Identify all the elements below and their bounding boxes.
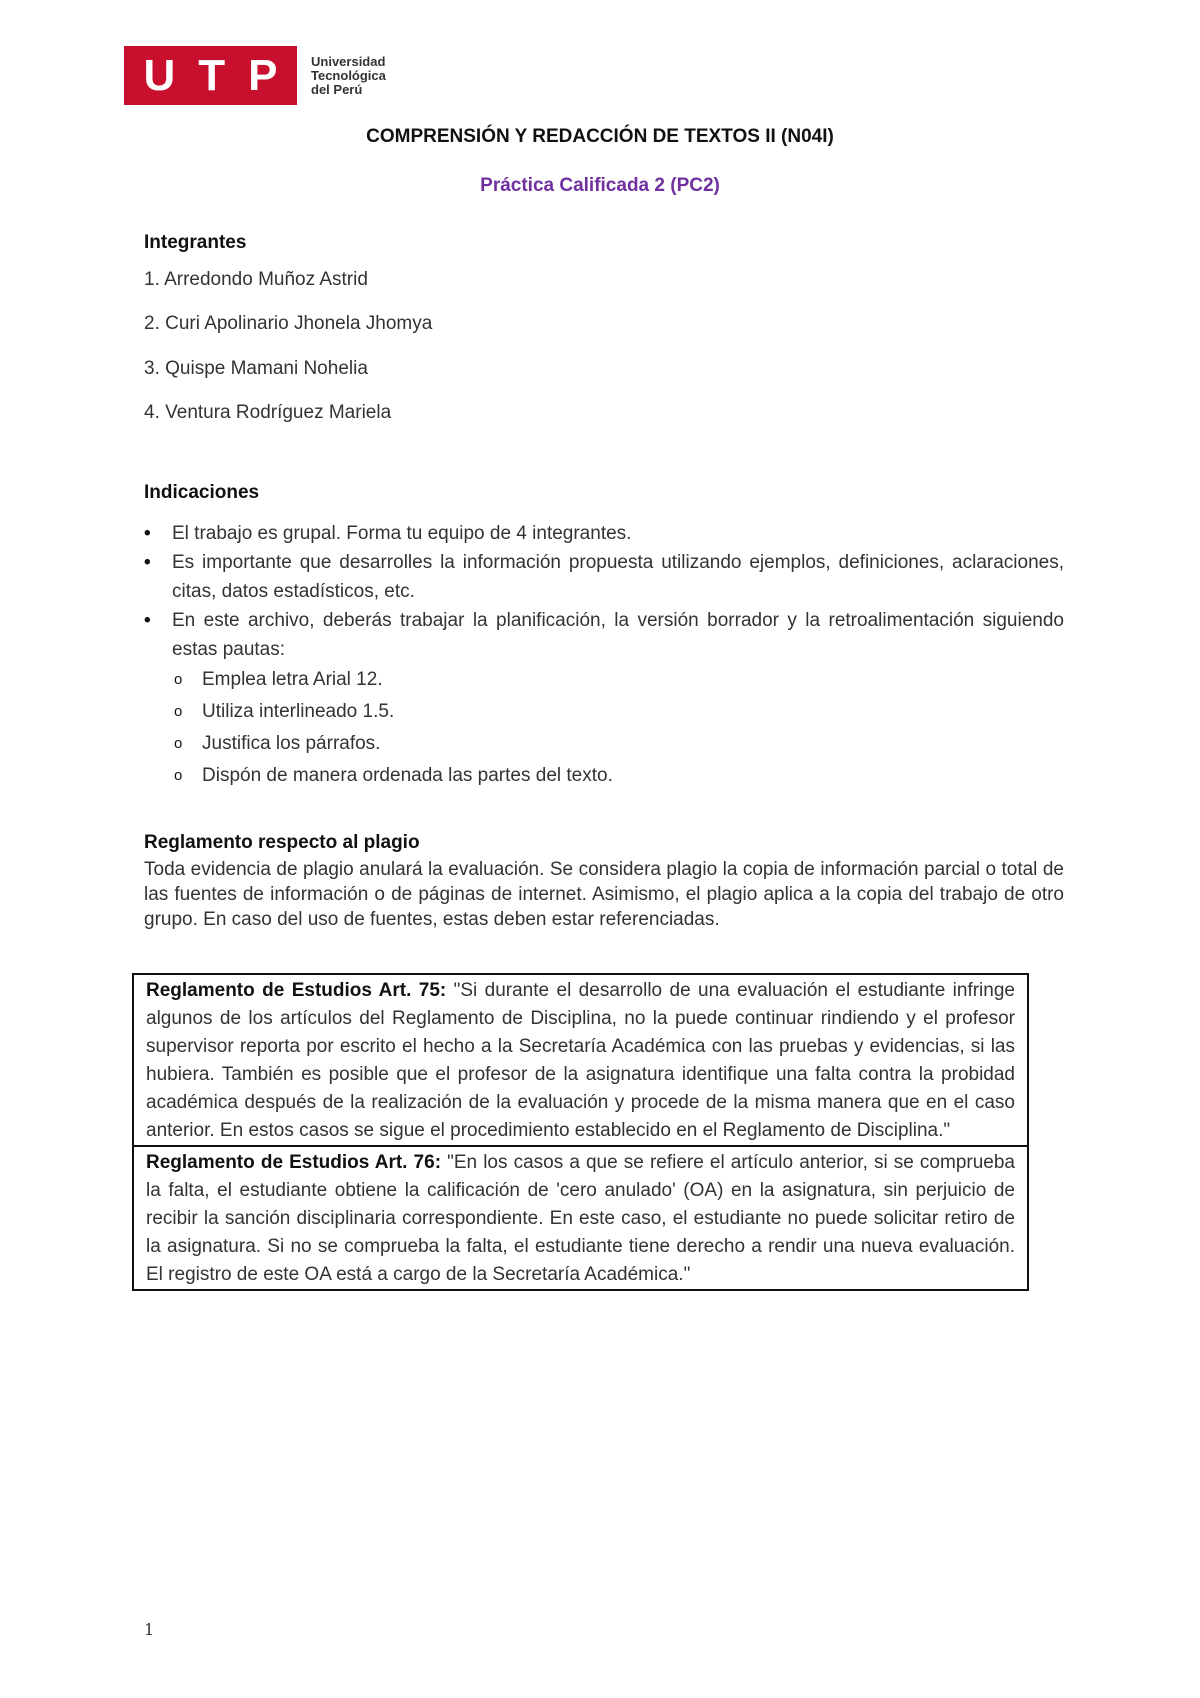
logo-letter-p: P [248,50,278,100]
document-subtitle: Práctica Calificada 2 (PC2) [480,175,720,196]
member-item: 2. Curi Apolinario Jhonela Jhomya [144,313,433,334]
instruction-bullet: • El trabajo es grupal. Forma tu equipo de 4 integrantes. [144,519,1064,548]
sub-bullet-text: Utiliza interlineado 1.5. [202,701,395,722]
logo-line-1: Universidad [311,53,386,69]
utp-logo [124,46,386,105]
page-number: 1 [144,1620,155,1639]
logo-line-2: Tecnológica [311,67,386,83]
rule-article-76 [134,1145,1027,1289]
instruction-bullet: • Es importante que desarrolles la información propuesta utilizando ejemplos, definiciones, aclaraciones, citas, datos estadísticos, etc. [144,548,1064,606]
member-item: 1. Arredondo Muñoz Astrid [144,269,368,290]
members-heading: Integrantes [144,232,247,253]
sub-bullet-text: Dispón de manera ordenada las partes del texto. [202,765,613,786]
sub-bullet-marker: o [174,767,183,784]
plagiarism-paragraph: Toda evidencia de plagio anulará la evaluación. Se considera plagio la copia de información parcial o total de las fuentes de información o de páginas de internet. Asimismo, el plagio aplica a la copia del trabajo de otro grupo. En caso del uso de fuentes, estas deben estar referenciadas. [144,859,1064,930]
logo-letter-u: U [143,50,176,100]
rule-text: "Si durante el desarrollo de una evaluación el estudiante infringe algunos de los artículos del Reglamento de Disciplina, no la puede continuar rindiendo y el profesor supervisor reporta por escrito el hecho a la Secretaría Académica con las pruebas y evidencias, si las hubiera. También es posible que el profesor de la asignatura identifique una falta contra la probidad académica después de la realización de la evaluación y procede de la misma manera que en el caso anterior. En estos casos se sigue el procedimiento establecido en el Reglamento de Disciplina." [146,980,1015,1141]
rule-label: Reglamento de Estudios Art. 75: [146,980,447,1001]
instruction-sub-bullet [144,664,1064,696]
sub-bullet-text: Emplea letra Arial 12. [202,669,383,690]
member-item: 3. Quispe Mamani Nohelia [144,358,368,379]
instruction-bullet: • En este archivo, deberás trabajar la planificación, la versión borrador y la retroalimentación siguiendo estas pautas: [144,606,1064,664]
rules-table [132,973,1029,1291]
logo-wordmark [311,55,386,97]
logo-letter-t: T [198,50,226,100]
sub-bullet-text: Justifica los párrafos. [202,733,381,754]
logo-line-3: del Perú [311,81,363,97]
instructions-list [144,519,1064,792]
rule-text: "En los casos a que se refiere el artículo anterior, si se comprueba la falta, el estudiante obtiene la calificación de 'cero anulado' (OA) en la asignatura, sin perjuicio de recibir la sanción disciplinaria correspondiente. En este caso, el estudiante no puede solicitar retiro de la asignatura. Si no se comprueba la falta, el estudiante tiene derecho a rendir una nueva evaluación. El registro de este OA está a cargo de la Secretaría Académica." [146,1152,1015,1285]
instruction-sub-bullet [144,728,1064,760]
rule-article-75 [134,975,1027,1145]
rule-label: Reglamento de Estudios Art. 76: [146,1152,442,1173]
sub-bullet-marker: o [174,671,183,688]
document-title: COMPRENSIÓN Y REDACCIÓN DE TEXTOS II (N04I) [366,126,834,147]
member-item: 4. Ventura Rodríguez Mariela [144,402,392,423]
plagiarism-heading: Reglamento respecto al plagio [144,832,420,853]
instructions-heading: Indicaciones [144,482,260,503]
utp-logo-mark [124,46,297,105]
instruction-sub-bullet [144,696,1064,728]
sub-bullet-marker: o [174,703,183,720]
sub-bullet-marker: o [174,735,183,752]
instruction-sub-bullet [144,760,1064,792]
